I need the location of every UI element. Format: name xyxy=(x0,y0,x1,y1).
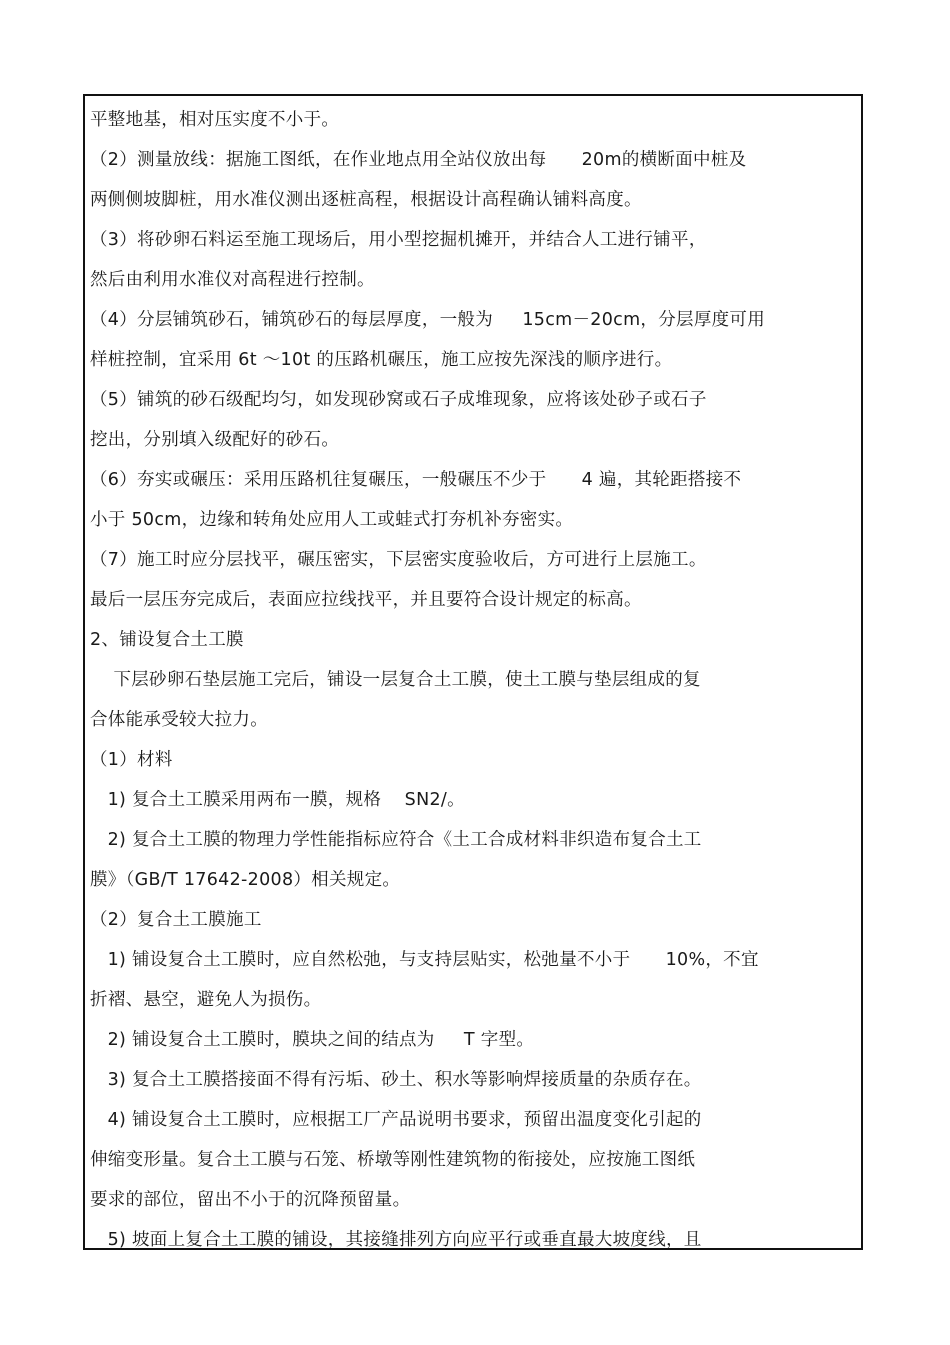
text-line: 4) 铺设复合土工膜时，应根据工厂产品说明书要求，预留出温度变化引起的 xyxy=(90,1110,702,1130)
text-line: 合体能承受较大拉力。 xyxy=(90,710,268,730)
text-line: 折褶、悬空，避免人为损伤。 xyxy=(90,990,322,1010)
text-line: 下层砂卵石垫层施工完后，铺设一层复合土工膜，使土工膜与垫层组成的复 xyxy=(90,670,701,690)
text-line: 最后一层压夯完成后，表面应拉线找平，并且要符合设计规定的标高。 xyxy=(90,590,642,610)
text-line: 挖出，分别填入级配好的砂石。 xyxy=(90,430,340,450)
subsection-heading: （2）复合土工膜施工 xyxy=(90,910,262,930)
subsection-heading: （1）材料 xyxy=(90,750,173,770)
text-line: （7）施工时应分层找平，碾压密实，下层密实度验收后，方可进行上层施工。 xyxy=(90,550,707,570)
text-line: （5）铺筑的砂石级配均匀，如发现砂窝或石子成堆现象，应将该处砂子或石子 xyxy=(90,390,707,410)
text-line: 两侧侧坡脚桩，用水准仪测出逐桩高程，根据设计高程确认铺料高度。 xyxy=(90,190,642,210)
text-line: 要求的部位，留出不小于的沉降预留量。 xyxy=(90,1190,411,1210)
text-line: 膜》（GB/T 17642-2008）相关规定。 xyxy=(90,870,401,890)
text-line: 3) 复合土工膜搭接面不得有污垢、砂土、积水等影响焊接质量的杂质存在。 xyxy=(90,1070,702,1090)
text-line: （2）测量放线：据施工图纸，在作业地点用全站仪放出每 20m的横断面中桩及 xyxy=(90,150,747,170)
text-line: （3）将砂卵石料运至施工现场后，用小型挖掘机摊开，并结合人工进行铺平， xyxy=(90,230,707,250)
text-line: 平整地基，相对压实度不小于。 xyxy=(90,110,340,130)
text-line: 2) 铺设复合土工膜时，膜块之间的结点为 T 字型。 xyxy=(90,1030,535,1050)
text-line: 2) 复合土工膜的物理力学性能指标应符合《土工合成材料非织造布复合土工 xyxy=(90,830,702,850)
text-line: 5) 坡面上复合土工膜的铺设，其接缝排列方向应平行或垂直最大坡度线，且 xyxy=(90,1230,702,1250)
text-line: 小于 50cm，边缘和转角处应用人工或蛙式打夯机补夯密实。 xyxy=(90,510,574,530)
section-heading: 2、铺设复合土工膜 xyxy=(90,630,244,650)
text-line: 然后由利用水准仪对高程进行控制。 xyxy=(90,270,375,290)
text-line: （6）夯实或碾压：采用压路机往复碾压，一般碾压不少于 4 遍，其轮距搭接不 xyxy=(90,470,742,490)
text-line: 伸缩变形量。复合土工膜与石笼、桥墩等刚性建筑物的衔接处，应按施工图纸 xyxy=(90,1150,696,1170)
text-line: 样桩控制，宜采用 6t ～10t 的压路机碾压，施工应按先深浅的顺序进行。 xyxy=(90,350,673,370)
text-line: 1) 铺设复合土工膜时，应自然松弛，与支持层贴实，松弛量不小于 10%，不宜 xyxy=(90,950,759,970)
text-line: 1) 复合土工膜采用两布一膜，规格 SN2/。 xyxy=(90,790,465,810)
text-line: （4）分层铺筑砂石，铺筑砂石的每层厚度，一般为 15cm－20cm，分层厚度可用 xyxy=(90,310,766,330)
